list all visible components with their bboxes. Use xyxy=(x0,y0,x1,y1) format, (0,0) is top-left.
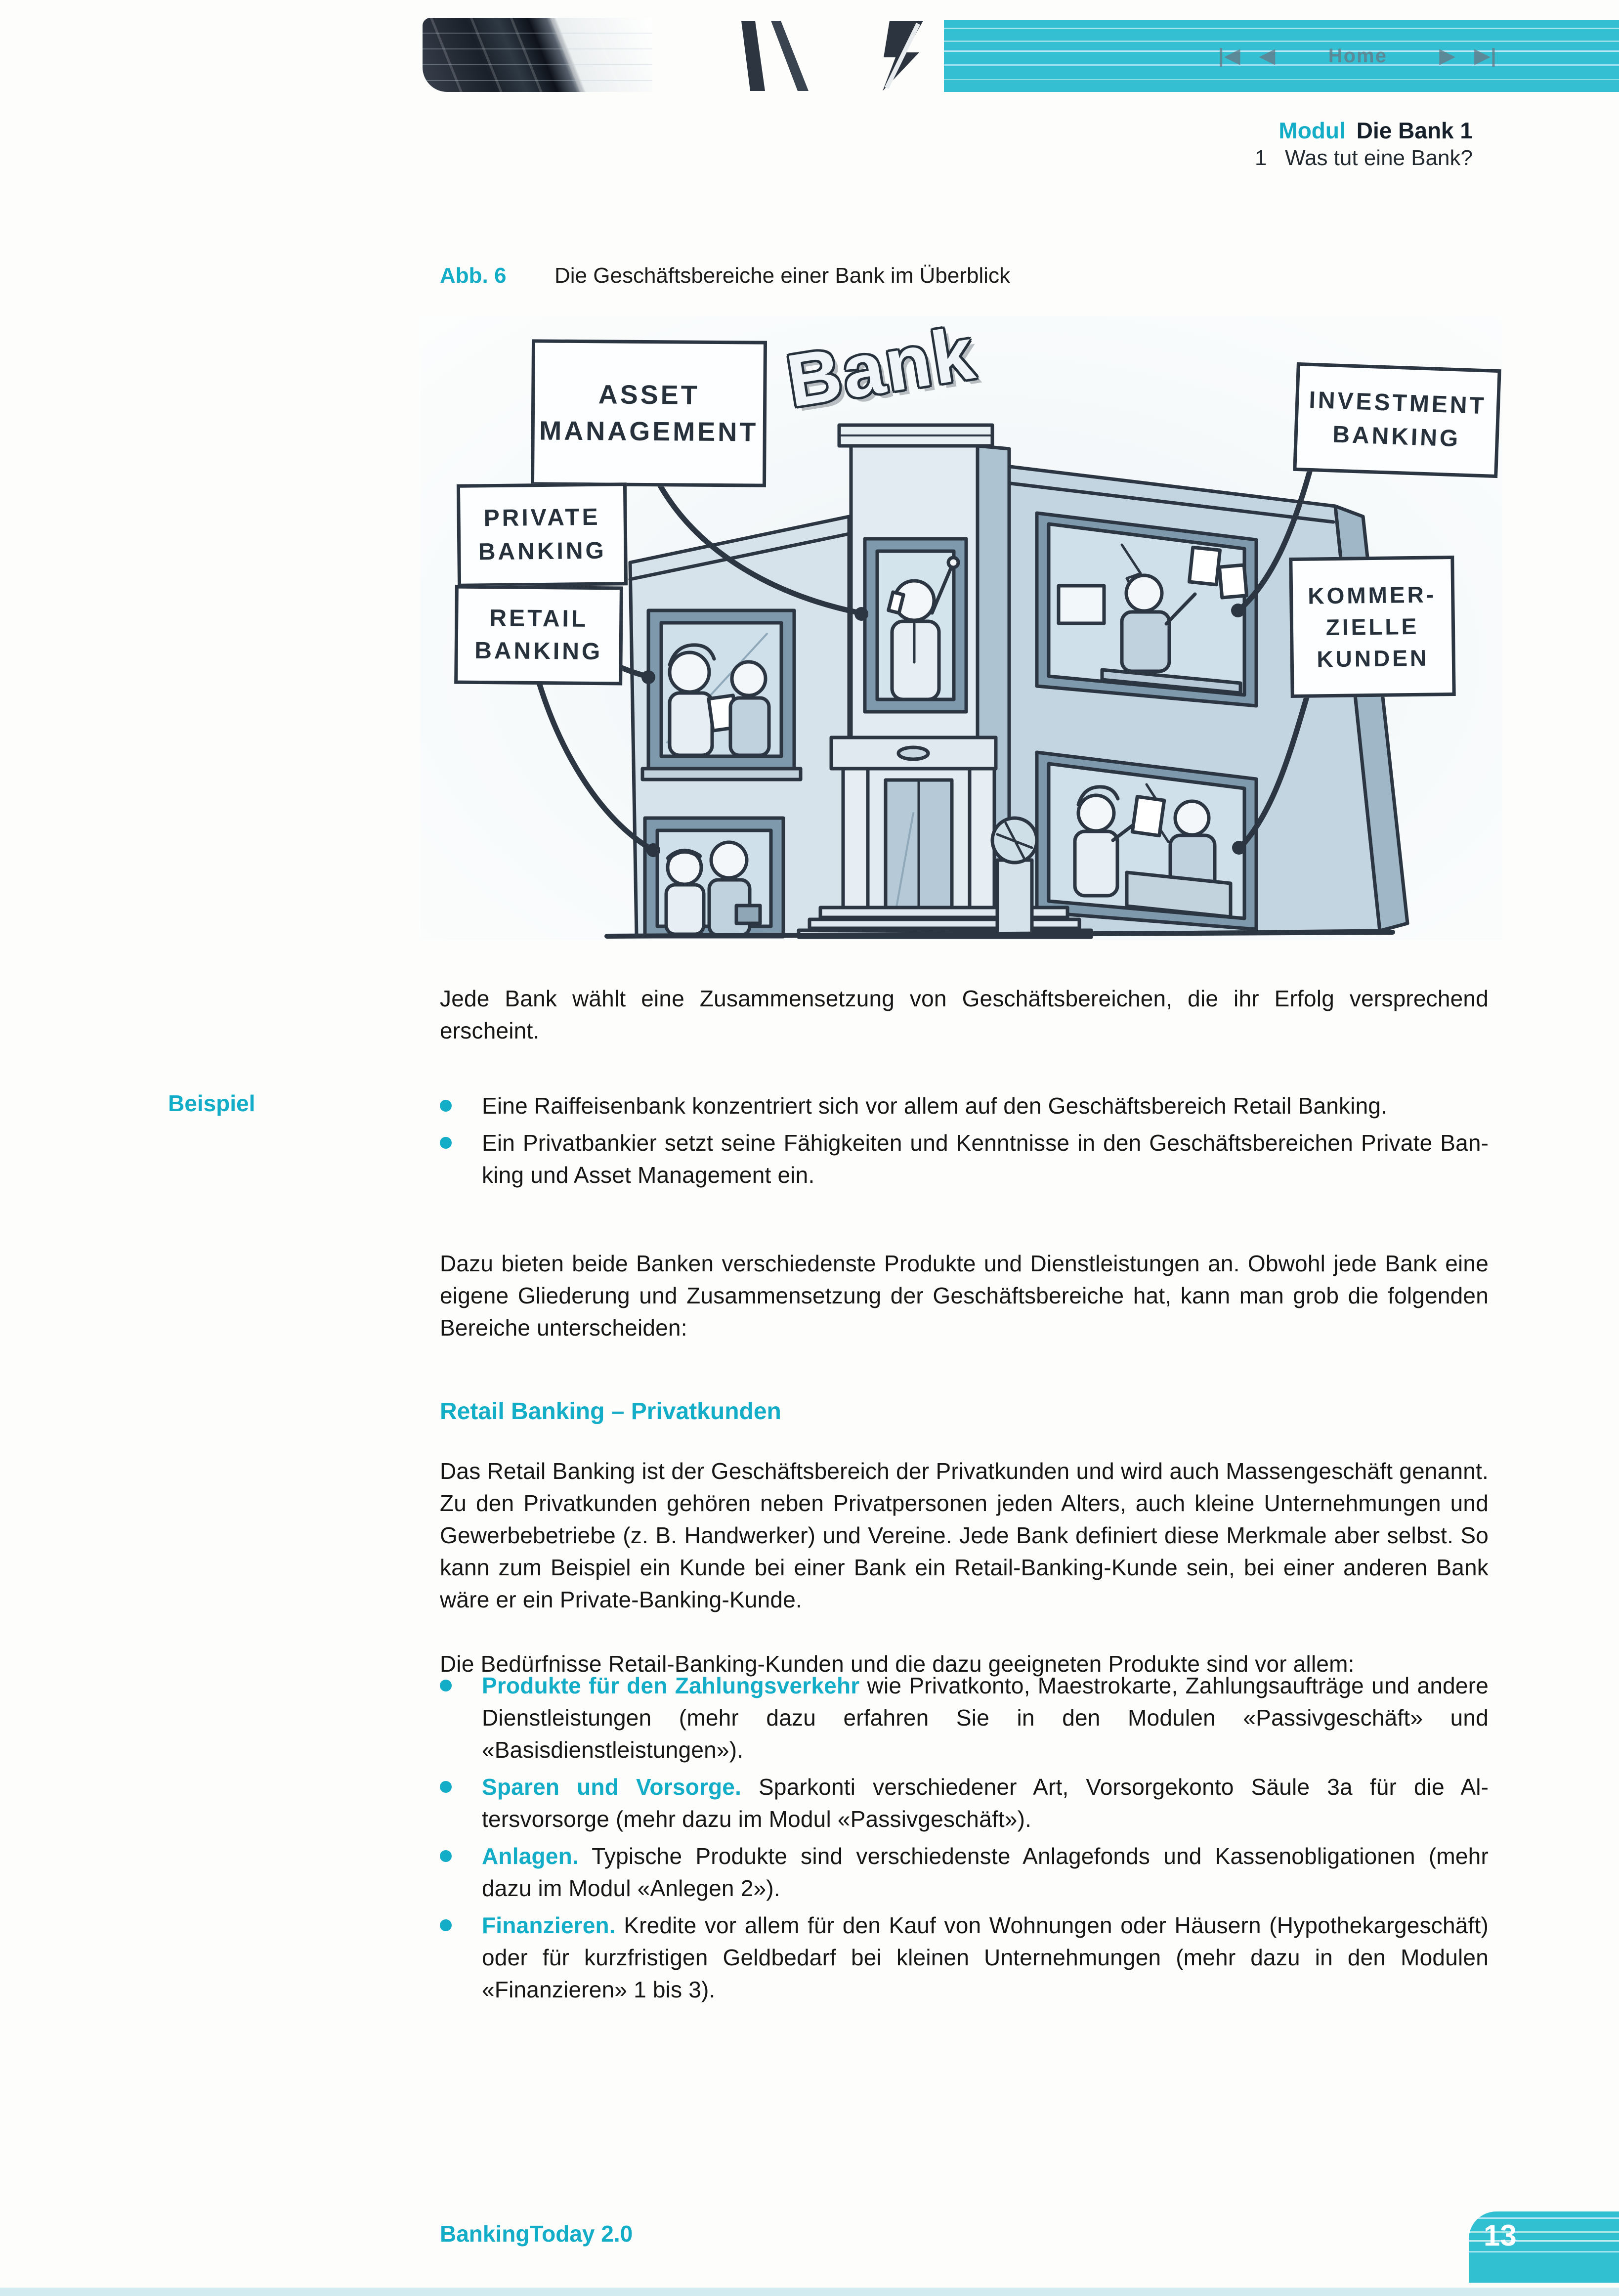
figure-label-retail-banking: RETAIL BANKING xyxy=(454,585,623,686)
figure-label: Abb. 6 xyxy=(440,263,507,288)
nav-prev-button[interactable]: ◀ xyxy=(1259,45,1276,67)
page-bottom-strip xyxy=(0,2288,1619,2296)
retail-banking-heading: Retail Banking – Privatkunden xyxy=(440,1398,781,1425)
middle-paragraph: Dazu bieten beide Banken verschiedenste Produkte und Dienstleistungen an. Obwohl jede Bank eine eigene Gliederung und Zusammensetzung der Geschäftsbereiche hat, kann man grob die folgenden Bereiche unterscheiden: xyxy=(440,1251,1489,1341)
window-private-banking xyxy=(642,610,801,780)
bullet-icon xyxy=(440,1680,452,1691)
bullet-lead: Finanzieren. xyxy=(482,1912,616,1938)
bullet-text: Sparkonti verschiedener Art, Vorsorgekonto Säule 3a für die Altersvorsorge (mehr dazu im Modul «Passivgeschäft»). xyxy=(482,1774,1489,1832)
nav-home-button[interactable]: Home xyxy=(1328,44,1387,67)
bullet-text: Typische Produkte sind verschiedenste Anlagefonds und Kassenobligationen (mehr dazu im Modul «Anlegen 2»). xyxy=(482,1843,1489,1901)
list-item xyxy=(440,1840,1489,1905)
list-item xyxy=(440,1771,1489,1835)
entrance-ornaments xyxy=(992,818,1037,936)
bullet-icon xyxy=(440,1137,452,1149)
list-item xyxy=(440,1909,1489,2006)
header-cyan-band xyxy=(944,20,1619,92)
list-item xyxy=(440,1090,1489,1122)
module-name: Die Bank 1 xyxy=(1356,118,1473,143)
window-asset-management xyxy=(865,539,966,712)
nav-last-button[interactable]: ▶| xyxy=(1474,45,1497,67)
figure-label-investment-banking: INVESTMENT BANKING xyxy=(1293,362,1501,478)
bullet-lead: Produkte für den Zahlungsverkehr xyxy=(482,1673,860,1698)
example-margin-label: Beispiel xyxy=(168,1090,256,1116)
nav-first-button[interactable]: |◀ xyxy=(1218,45,1241,67)
bullet-text: Kredite vor allem für den Kauf von Wohnungen oder Häusern (Hypothekargeschäft) oder für kurzfristigen Geldbedarf bei kleinen Unternehmungen (mehr dazu in den Modulen «Finanzieren» 1 bis 3). xyxy=(482,1912,1489,2002)
retail-list-intro: Die Bedürfnisse Retail-Banking-Kunden und die dazu geeigneten Produkte sind vor allem: xyxy=(440,1651,1355,1677)
header-navigation xyxy=(1218,44,1497,67)
bullet-text: wie Privatkonto, Maestrokarte, Zahlungsaufträge und andere Dienstleistungen (mehr dazu erfahren Sie in den Modulen «Passivgeschäft» und «Basisdienstleistungen»). xyxy=(482,1673,1489,1763)
bullet-lead: Anlagen. xyxy=(482,1843,579,1869)
page-number: 13 xyxy=(1484,2219,1517,2252)
bullet-icon xyxy=(440,1781,452,1793)
list-item xyxy=(440,1127,1489,1191)
module-title-block xyxy=(1255,117,1473,172)
bullet-icon xyxy=(440,1100,452,1112)
bullet-icon xyxy=(440,1919,452,1931)
retail-body-paragraph: Das Retail Banking ist der Geschäftsbereich der Privatkunden und wird auch Massengeschäft genannt. Zu den Privatkunden gehören neben Privatpersonen jeden Alters, auch kleine Unternehmungen und Gewerbebetriebe (z. B. Handwerker) und Vereine. Jede Bank definiert diese Merkmale aber selbst. So kann zum Beispiel ein Kunde bei einer Bank ein Retail-Banking-Kunde sein, bei einer anderen Bank wäre er ein Private-Banking-Kunde. xyxy=(440,1458,1489,1612)
intro-paragraph: Jede Bank wählt eine Zusammensetzung von Geschäftsbereichen, die ihr Erfolg versprechend erscheint. xyxy=(440,986,1489,1043)
bank-building-figure xyxy=(420,311,1502,940)
photo-sliver-icon xyxy=(741,21,765,91)
example-item-text: Ein Privatbankier setzt seine Fähigkeiten und Kenntnisse in den Geschäftsbereichen Private Banking und Asset Management ein. xyxy=(482,1130,1489,1188)
page-header xyxy=(0,0,1619,119)
photo-sliver-icon xyxy=(771,21,809,91)
module-label: Modul xyxy=(1278,118,1346,143)
bullet-icon xyxy=(440,1850,452,1862)
example-item-text: Eine Raiffeisenbank konzentriert sich vor allem auf den Geschäftsbereich Retail Banking. xyxy=(482,1093,1388,1119)
list-item xyxy=(440,1670,1489,1766)
window-commercial-clients xyxy=(1037,752,1256,929)
window-investment-banking xyxy=(1037,513,1256,706)
figure-caption: Die Geschäftsbereiche einer Bank im Überblick xyxy=(554,263,1010,288)
module-title-line xyxy=(1255,117,1473,144)
nav-next-button[interactable]: ▶ xyxy=(1439,45,1456,67)
figure-label-private-banking: PRIVATE BANKING xyxy=(457,482,628,587)
figure-label-commercial-clients: KOMMER- ZIELLE KUNDEN xyxy=(1289,556,1455,698)
retail-products-list xyxy=(440,1670,1489,2011)
section-title: 1 Was tut eine Bank? xyxy=(1254,146,1473,170)
footer-brand: BankingToday 2.0 xyxy=(440,2221,633,2247)
example-list xyxy=(440,1090,1489,1196)
bank-rooftop-sign: Bank xyxy=(781,311,981,423)
figure-label-asset-management: ASSET MANAGEMENT xyxy=(531,339,767,487)
bullet-lead: Sparen und Vorsorge. xyxy=(482,1774,742,1800)
page-number-badge xyxy=(1469,2211,1619,2283)
window-retail-banking xyxy=(645,818,783,937)
